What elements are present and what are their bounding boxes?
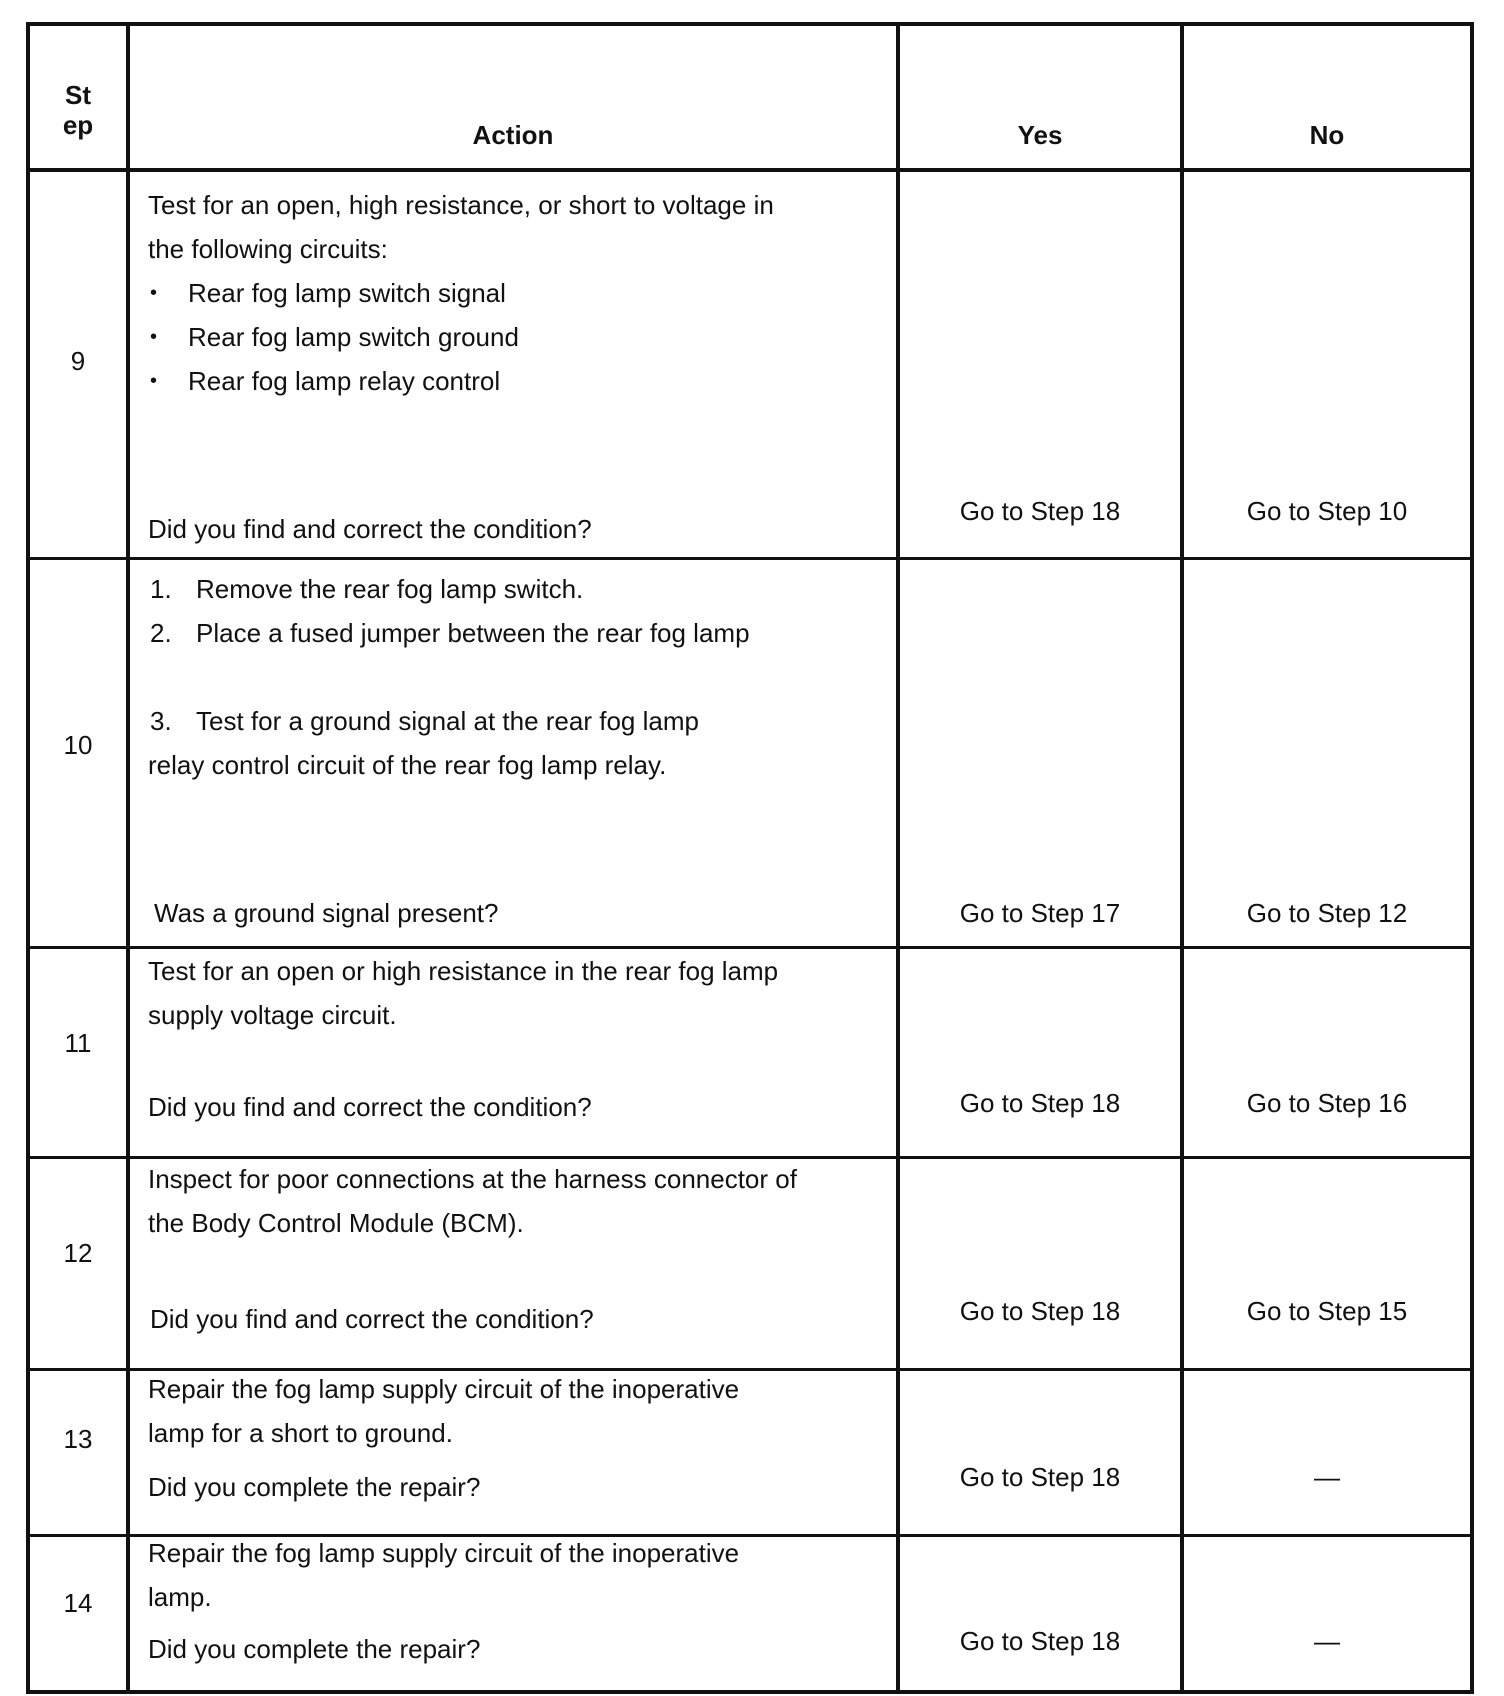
step-number: 10 <box>63 730 93 760</box>
row-divider-9 <box>26 557 1474 560</box>
step-number: 12 <box>63 1238 93 1268</box>
question-text: Did you find and correct the condition? <box>148 1092 592 1122</box>
question-text: Did you find and correct the condition? <box>150 1304 594 1334</box>
yes-result: Go to Step 18 <box>959 1088 1121 1118</box>
column-divider-step <box>126 22 130 1694</box>
column-divider-action <box>896 22 900 1694</box>
header-action: Action <box>472 120 554 150</box>
row-divider-11 <box>26 1156 1474 1159</box>
action-text: Test for an open or high resistance in the rear fog lamp <box>148 956 779 986</box>
list-item-text: Remove the rear fog lamp switch. <box>196 574 584 604</box>
step-number: 9 <box>70 346 86 376</box>
question-text: Did you find and correct the condition? <box>148 514 592 544</box>
header-step-line-1: St <box>65 80 91 110</box>
no-result: — <box>1314 1462 1340 1492</box>
list-item-text: Place a fused jumper between the rear fog lamp <box>196 618 750 648</box>
action-text: Test for an open, high resistance, or short to voltage in <box>148 190 774 220</box>
row-divider-10 <box>26 946 1474 949</box>
header-step <box>30 80 126 140</box>
action-text: the following circuits: <box>148 234 388 264</box>
yes-result: Go to Step 18 <box>959 1626 1121 1656</box>
step-number: 11 <box>64 1028 92 1058</box>
row-divider-12 <box>26 1368 1474 1371</box>
no-result: Go to Step 16 <box>1246 1088 1408 1118</box>
bullet-icon: • <box>150 282 158 304</box>
header-no: No <box>1309 120 1345 150</box>
list-number: 1. <box>150 574 172 604</box>
step-number: 13 <box>63 1424 93 1454</box>
list-number: 2. <box>150 618 172 648</box>
bullet-icon: • <box>150 326 158 348</box>
diagnostic-table <box>26 22 1474 1694</box>
action-text: Repair the fog lamp supply circuit of the inoperative <box>148 1374 740 1404</box>
header-yes: Yes <box>1017 120 1063 150</box>
no-result: Go to Step 15 <box>1246 1296 1408 1326</box>
question-text: Did you complete the repair? <box>148 1634 481 1664</box>
bullet-text: Rear fog lamp switch signal <box>188 278 506 308</box>
table-border-right <box>1470 22 1474 1694</box>
table-border-bottom <box>26 1690 1474 1694</box>
yes-result: Go to Step 18 <box>959 1296 1121 1326</box>
table-border-top <box>26 22 1474 26</box>
yes-result: Go to Step 18 <box>959 496 1121 526</box>
list-number: 3. <box>150 706 172 736</box>
question-text: Did you complete the repair? <box>148 1472 481 1502</box>
no-result: Go to Step 10 <box>1246 496 1408 526</box>
list-item-continuation: relay control circuit of the rear fog lamp relay. <box>148 750 667 780</box>
no-result: — <box>1314 1626 1340 1656</box>
bullet-text: Rear fog lamp switch ground <box>188 322 519 352</box>
step-number: 14 <box>63 1588 93 1618</box>
action-text: supply voltage circuit. <box>148 1000 397 1030</box>
action-text: Inspect for poor connections at the harness connector of <box>148 1164 797 1194</box>
action-text: lamp for a short to ground. <box>148 1418 453 1448</box>
action-text: the Body Control Module (BCM). <box>148 1208 524 1238</box>
bullet-text: Rear fog lamp relay control <box>188 366 501 396</box>
column-divider-yes <box>1180 22 1184 1694</box>
header-divider <box>26 168 1474 172</box>
list-item-text: Test for a ground signal at the rear fog lamp <box>196 706 699 736</box>
no-result: Go to Step 12 <box>1246 898 1408 928</box>
bullet-icon: • <box>150 370 158 392</box>
yes-result: Go to Step 17 <box>959 898 1121 928</box>
row-divider-13 <box>26 1534 1474 1537</box>
yes-result: Go to Step 18 <box>959 1462 1121 1492</box>
question-text: Was a ground signal present? <box>154 898 499 928</box>
action-text: Repair the fog lamp supply circuit of the inoperative <box>148 1538 740 1568</box>
header-step-line-2: ep <box>62 110 94 140</box>
action-text: lamp. <box>148 1582 212 1612</box>
